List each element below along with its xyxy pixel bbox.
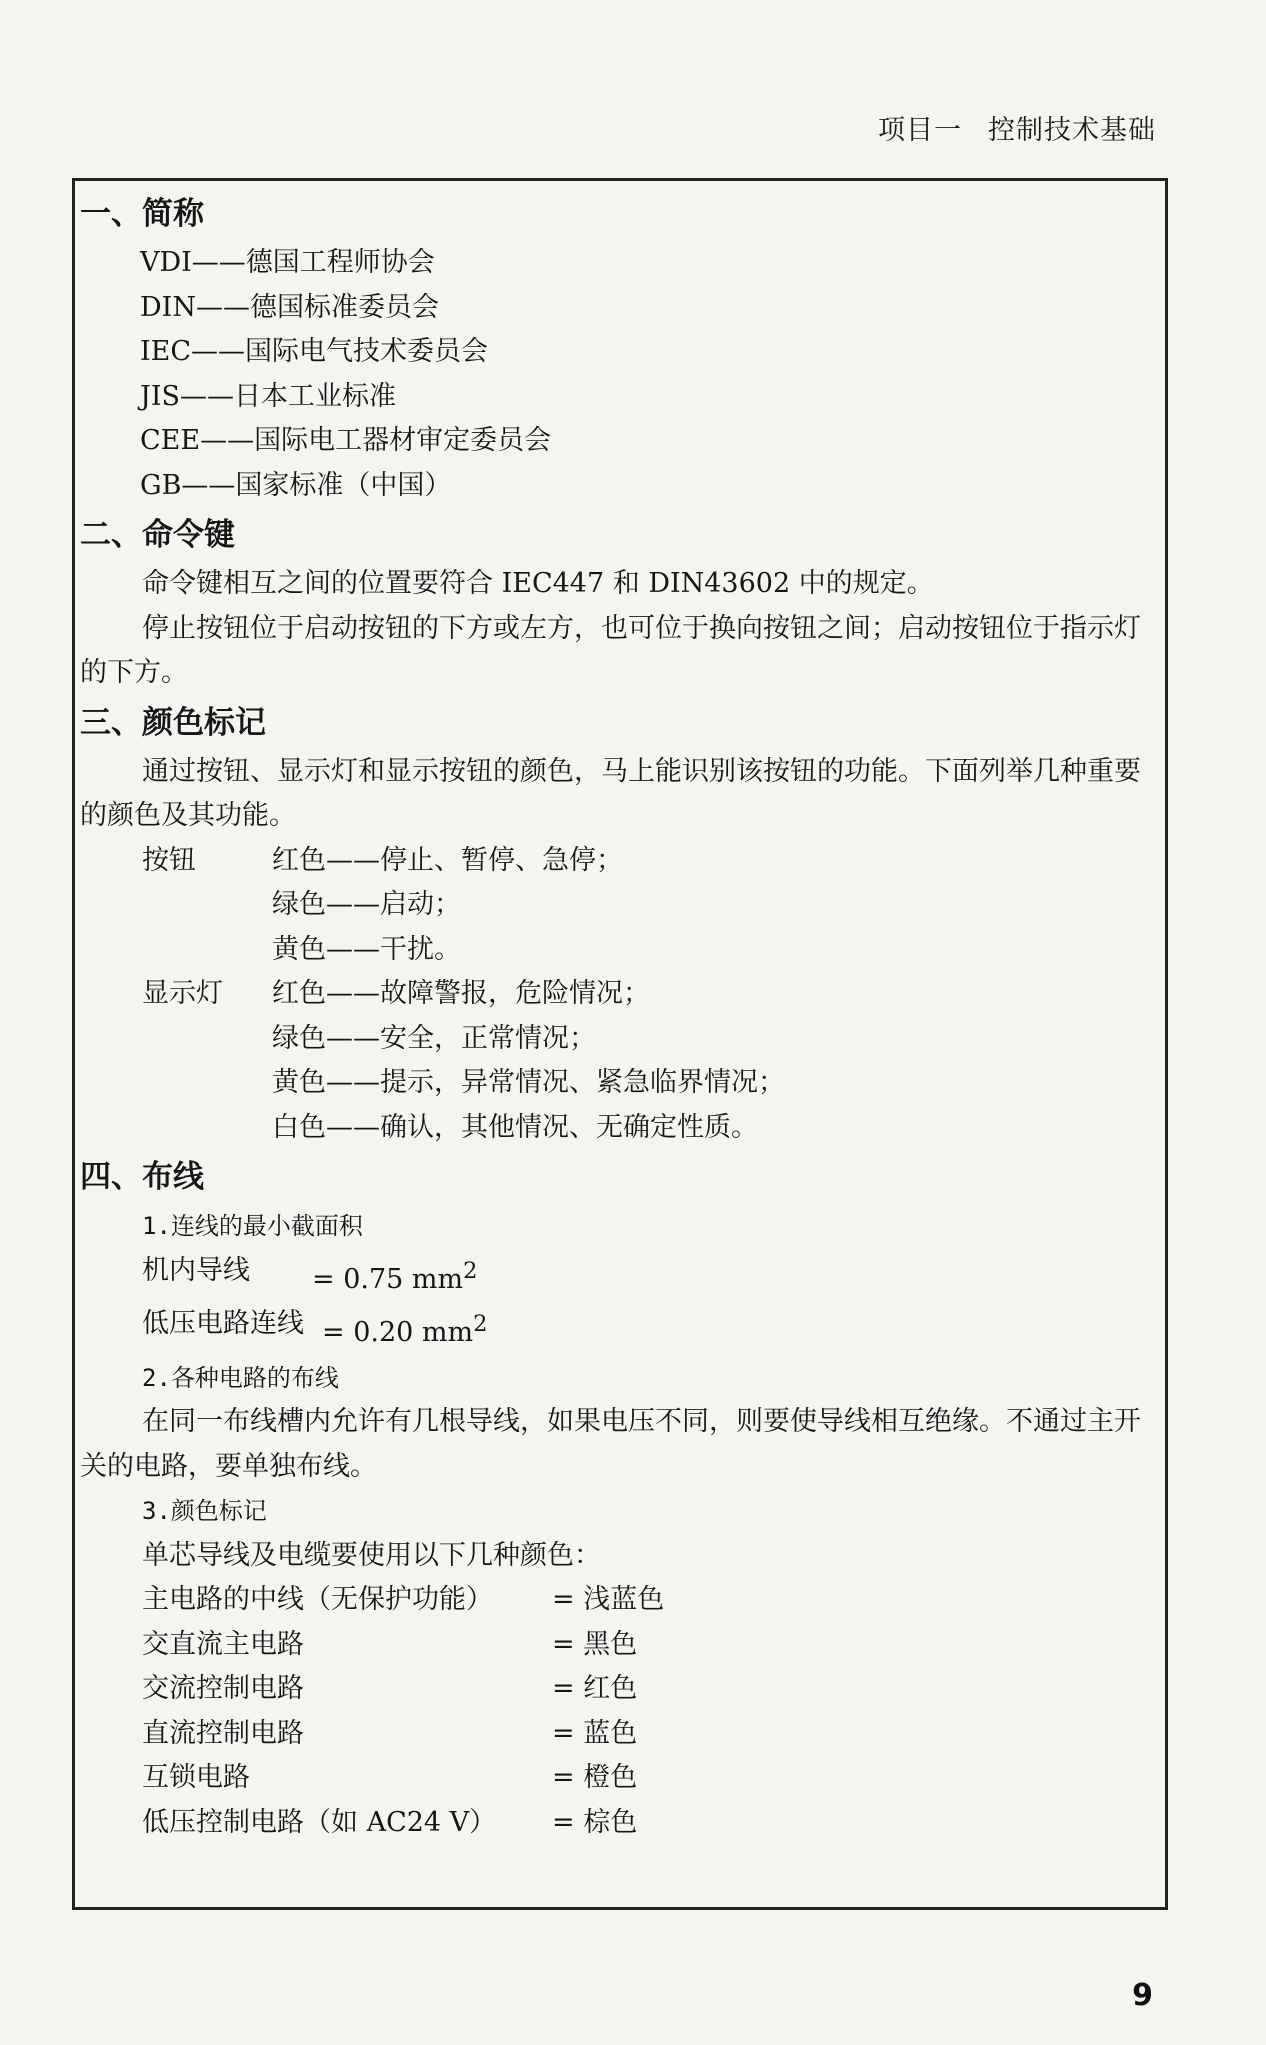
lamp-label: 显示灯 bbox=[142, 978, 223, 1009]
wire-color-row bbox=[80, 1667, 1160, 1712]
wire-color-row bbox=[80, 1623, 1160, 1668]
wire-color-row bbox=[80, 1756, 1160, 1801]
wire-color: = 蓝色 bbox=[552, 1717, 638, 1749]
subheading: 3.颜色标记 bbox=[142, 1497, 267, 1525]
wire-type: 低压电路连线 bbox=[142, 1308, 304, 1339]
circuit-name: 互锁电路 bbox=[142, 1762, 250, 1793]
wire-color: = 浅蓝色 bbox=[552, 1584, 665, 1615]
abbr-item: IEC——国际电气技术委员会 bbox=[140, 336, 489, 367]
subheading: 2.各种电路的布线 bbox=[142, 1363, 339, 1392]
exponent: 2 bbox=[463, 1257, 478, 1284]
wire-color: = 黑色 bbox=[552, 1628, 638, 1660]
abbr-item: JIS——日本工业标准 bbox=[140, 380, 396, 412]
color-function-row bbox=[80, 1017, 1160, 1062]
button-color-item: 黄色——干扰。 bbox=[272, 933, 461, 965]
button-color-item: 绿色——启动； bbox=[272, 889, 461, 920]
color-function-row bbox=[80, 928, 1160, 973]
abbr-item: CEE——国际电工器材审定委员会 bbox=[140, 425, 552, 456]
section-title-abbreviations: 一、简称 bbox=[80, 196, 204, 232]
paragraph: 通过按钮、显示灯和显示按钮的颜色，马上能识别该按钮的功能。下面列举几种重要的颜色及其功能。 bbox=[80, 755, 1141, 831]
color-function-row bbox=[80, 1106, 1160, 1151]
wire-color-row bbox=[80, 1578, 1160, 1623]
wire-color: = 橙色 bbox=[552, 1762, 638, 1793]
min-section-row bbox=[80, 1249, 1160, 1303]
color-function-row bbox=[80, 1061, 1160, 1106]
paragraph: 单芯导线及电缆要使用以下几种颜色： bbox=[142, 1539, 601, 1571]
abbr-item: GB——国家标准（中国） bbox=[140, 469, 452, 501]
lamp-color-item: 红色——故障警报，危险情况； bbox=[272, 978, 650, 1009]
section-title-wiring: 四、布线 bbox=[80, 1159, 204, 1195]
page-number: 9 bbox=[1132, 1978, 1153, 2013]
wire-color: = 棕色 bbox=[552, 1806, 638, 1838]
circuit-name: 主电路的中线（无保护功能） bbox=[142, 1584, 493, 1615]
wire-color: = 红色 bbox=[552, 1673, 638, 1704]
header-project: 项目一 bbox=[878, 115, 962, 146]
color-function-row bbox=[80, 839, 1160, 884]
color-function-row bbox=[80, 972, 1160, 1017]
min-section-row bbox=[80, 1302, 1160, 1356]
abbr-item: VDI——德国工程师协会 bbox=[140, 247, 435, 278]
paragraph: 命令键相互之间的位置要符合 IEC447 和 DIN43602 中的规定。 bbox=[142, 568, 934, 599]
wire-color-row bbox=[80, 1801, 1160, 1846]
circuit-name: 低压控制电路（如 AC24 V） bbox=[142, 1806, 497, 1838]
circuit-name: 直流控制电路 bbox=[142, 1717, 304, 1749]
wire-section-value: = 0.20 mm bbox=[322, 1317, 474, 1348]
circuit-name: 交直流主电路 bbox=[142, 1628, 304, 1660]
page-content bbox=[80, 187, 1160, 1845]
wire-type: 机内导线 bbox=[142, 1254, 250, 1286]
subheading: 1.连线的最小截面积 bbox=[142, 1212, 363, 1240]
wire-color-row bbox=[80, 1712, 1160, 1757]
running-head bbox=[878, 108, 1156, 147]
lamp-color-item: 黄色——提示，异常情况、紧急临界情况； bbox=[272, 1067, 785, 1098]
abbr-item: DIN——德国标准委员会 bbox=[140, 291, 439, 323]
lamp-color-item: 绿色——安全，正常情况； bbox=[272, 1022, 596, 1054]
section-title-command-keys: 二、命令键 bbox=[80, 517, 235, 553]
button-label: 按钮 bbox=[142, 844, 196, 876]
exponent: 2 bbox=[473, 1311, 488, 1337]
paragraph: 在同一布线槽内允许有几根导线，如果电压不同，则要使导线相互绝缘。不通过主开关的电路，要单独布线。 bbox=[80, 1406, 1141, 1482]
button-color-item: 红色——停止、暂停、急停； bbox=[272, 844, 623, 876]
paragraph: 停止按钮位于启动按钮的下方或左方，也可位于换向按钮之间；启动按钮位于指示灯的下方。 bbox=[80, 612, 1141, 688]
section-title-color-marking: 三、颜色标记 bbox=[80, 704, 266, 741]
wire-section-value: = 0.75 mm bbox=[312, 1263, 464, 1295]
lamp-color-item: 白色——确认，其他情况、无确定性质。 bbox=[272, 1111, 758, 1143]
header-title: 控制技术基础 bbox=[988, 115, 1156, 146]
circuit-name: 交流控制电路 bbox=[142, 1673, 304, 1704]
color-function-row bbox=[80, 883, 1160, 928]
